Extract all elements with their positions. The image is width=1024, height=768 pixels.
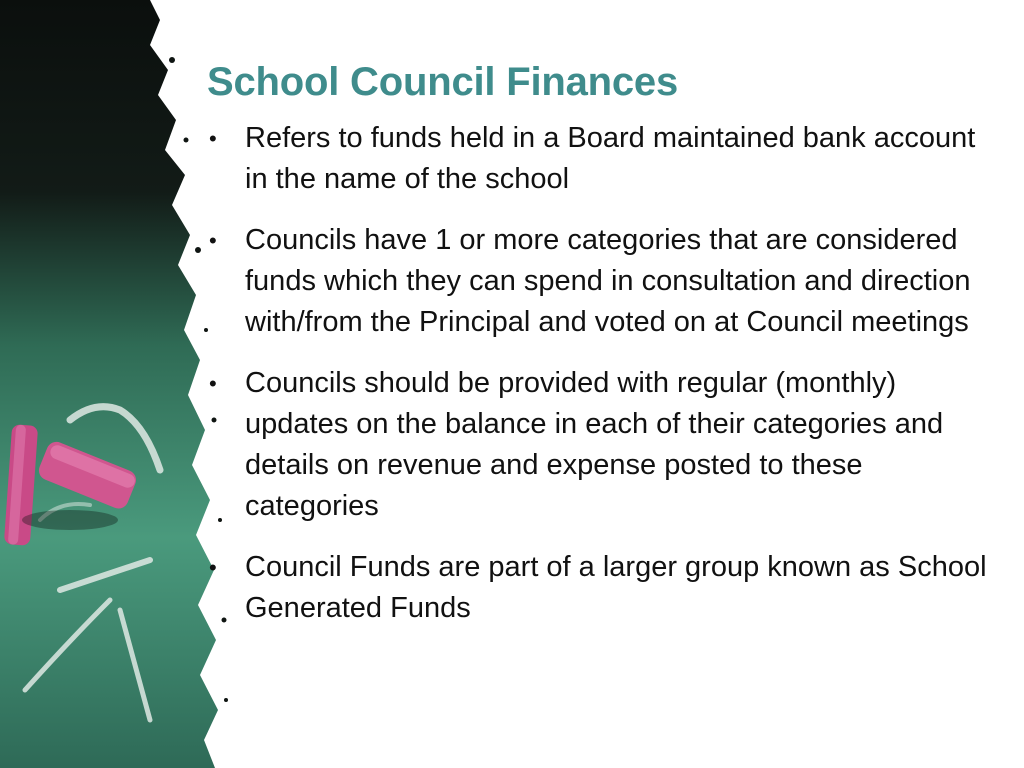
bullet-item: [205, 363, 995, 527]
bullet-text: Refers to funds held in a Board maintained bank account in the name of the school: [245, 122, 976, 195]
bullet-text: Councils should be provided with regular (monthly) updates on the balance in each of their categories and details on revenue and expense posted to these categories: [245, 367, 944, 522]
bullet-icon: •: [209, 371, 217, 396]
bullet-icon: •: [209, 555, 217, 580]
bullet-list: [205, 118, 995, 629]
slide-title: School Council Finances: [207, 60, 679, 104]
bullet-icon: •: [209, 126, 217, 151]
slide-content: [205, 56, 995, 649]
bullet-icon: •: [209, 228, 217, 253]
bullet-item: [205, 118, 995, 200]
bullet-item: [205, 220, 995, 343]
bullet-item: [205, 547, 995, 629]
bullet-text: Councils have 1 or more categories that are considered funds which they can spend in consultation and direction with/from the Principal and voted on at Council meetings: [245, 224, 971, 338]
bullet-text: Council Funds are part of a larger group known as School Generated Funds: [245, 551, 987, 624]
